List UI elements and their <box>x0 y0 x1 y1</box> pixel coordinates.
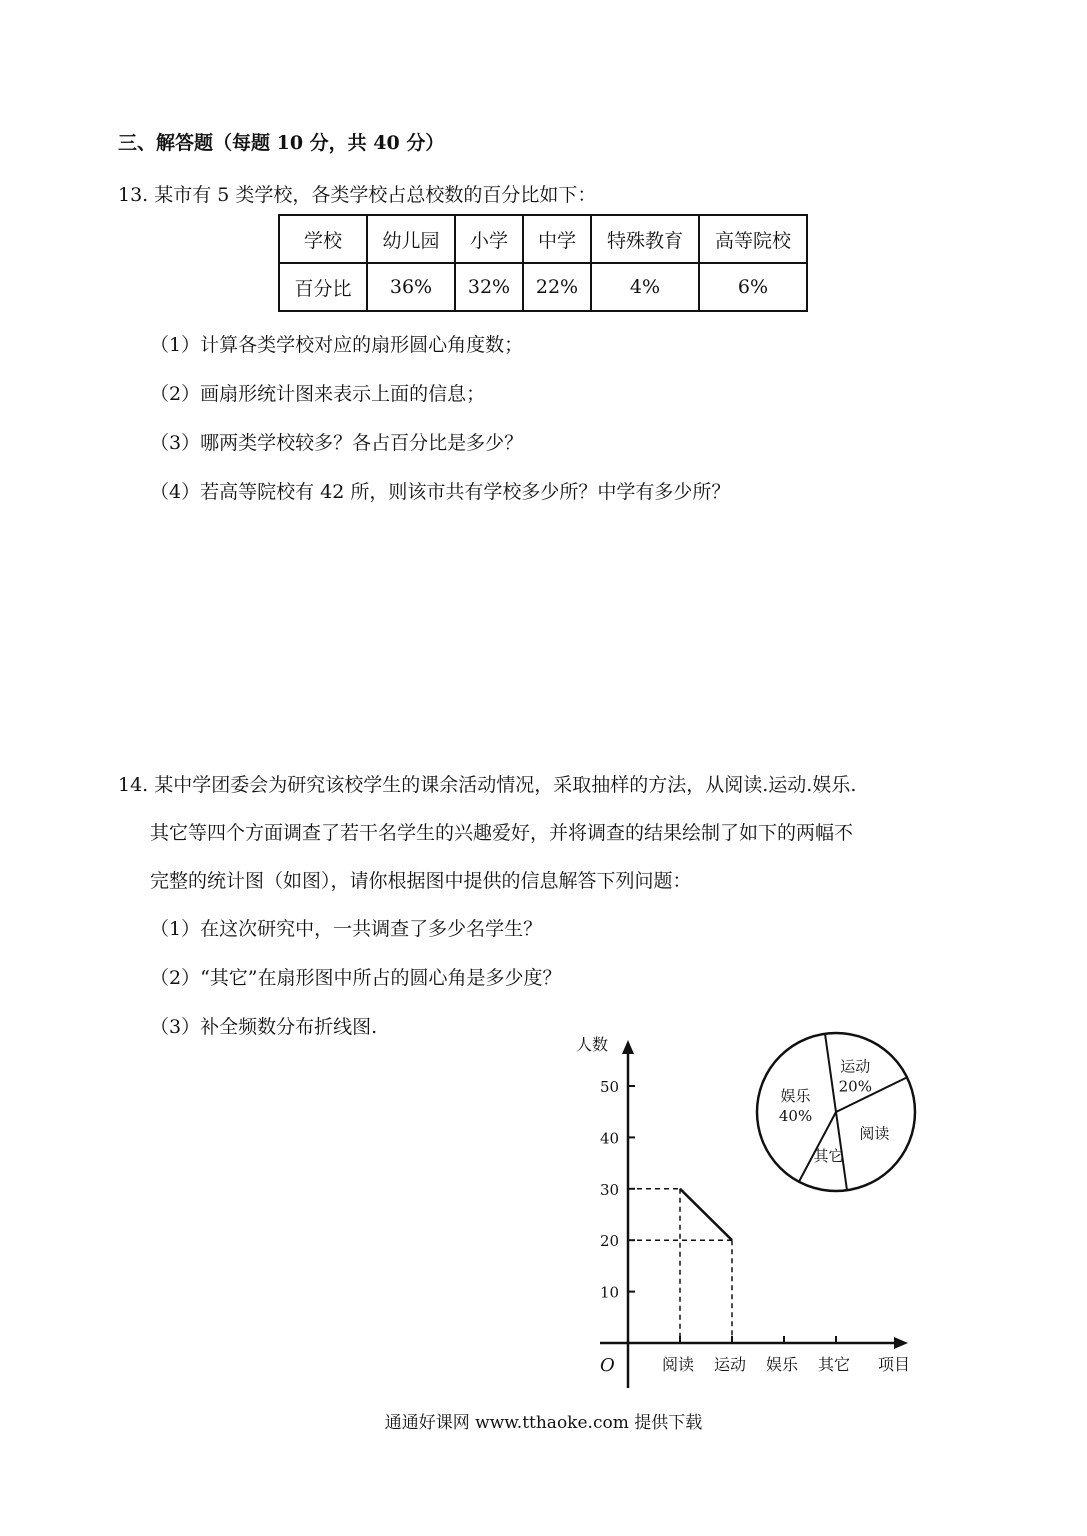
y-tick-label: 40 <box>600 1129 620 1148</box>
table-cell: 小学 <box>455 215 523 263</box>
q14-stem-line-3: 完整的统计图（如图），请你根据图中提供的信息解答下列问题： <box>150 870 692 892</box>
y-tick-label: 20 <box>600 1232 620 1251</box>
pie-slice-label: 娱乐 <box>780 1086 811 1105</box>
pie-slice-label: 其它 <box>813 1146 844 1165</box>
table-cell: 中学 <box>523 215 591 263</box>
x-tick-label: 娱乐 <box>766 1355 799 1374</box>
table-cell: 22% <box>523 263 591 311</box>
series-line <box>680 1189 732 1240</box>
y-axis-arrow <box>622 1040 634 1054</box>
y-tick-label: 30 <box>600 1180 620 1199</box>
pie-slice-value-label: 20% <box>838 1077 872 1096</box>
pie-slice-label: 运动 <box>840 1057 871 1076</box>
x-tick-label: 其它 <box>818 1355 851 1374</box>
footer: 通通好课网 www.tthaoke.com 提供下载 <box>384 1413 703 1433</box>
q13-item-2: （2）画扇形统计图来表示上面的信息； <box>150 383 486 405</box>
table-row <box>279 215 807 263</box>
table-row <box>279 263 807 311</box>
x-tick-label: 阅读 <box>662 1355 695 1374</box>
table-cell: 36% <box>367 263 455 311</box>
x-tick-label: 运动 <box>714 1355 747 1374</box>
y-tick-label: 10 <box>600 1283 620 1302</box>
table-cell: 幼儿园 <box>367 215 455 263</box>
q13-item-4: （4）若高等院校有 42 所，则该市共有学校多少所？中学有多少所？ <box>150 481 731 503</box>
y-tick-label: 50 <box>600 1078 620 1096</box>
q13-item-3: （3）哪两类学校较多？各占百分比是多少？ <box>150 432 524 454</box>
q14-item-3: （3）补全频数分布折线图. <box>150 1016 378 1038</box>
q14-stem-line-1: 14. 某中学团委会为研究该校学生的课余活动情况，采取抽样的方法，从阅读.运动.娱乐. <box>118 774 857 796</box>
table-cell: 特殊教育 <box>591 215 699 263</box>
x-axis-label: 项目 <box>878 1355 911 1374</box>
q14-stem-line-2: 其它等四个方面调查了若干名学生的兴趣爱好，并将调查的结果绘制了如下的两幅不 <box>150 822 854 844</box>
pie-slice-boundary <box>825 1034 836 1112</box>
table-cell: 百分比 <box>279 263 367 311</box>
table-cell: 高等院校 <box>699 215 807 263</box>
table-cell: 4% <box>591 263 699 311</box>
q13-item-1: （1）计算各类学校对应的扇形圆心角度数； <box>150 334 524 356</box>
table-cell: 学校 <box>279 215 367 263</box>
table-cell: 32% <box>455 263 523 311</box>
school-percentage-table <box>278 214 808 312</box>
origin-label: O <box>600 1355 615 1376</box>
q14-item-1: （1）在这次研究中，一共调查了多少名学生？ <box>150 918 543 940</box>
x-axis-arrow <box>894 1337 908 1349</box>
y-axis-label: 人数 <box>576 1035 609 1054</box>
statistics-figure <box>560 1028 940 1398</box>
pie-slice-value-label: 40% <box>778 1106 813 1125</box>
table-cell: 6% <box>699 263 807 311</box>
section-title: 三、解答题（每题 10 分，共 40 分） <box>118 132 445 154</box>
pie-slice-label: 阅读 <box>859 1124 890 1143</box>
q13-stem: 13. 某市有 5 类学校，各类学校占总校数的百分比如下： <box>118 184 597 206</box>
q14-item-2: （2）“其它”在扇形图中所占的圆心角是多少度？ <box>150 967 562 989</box>
